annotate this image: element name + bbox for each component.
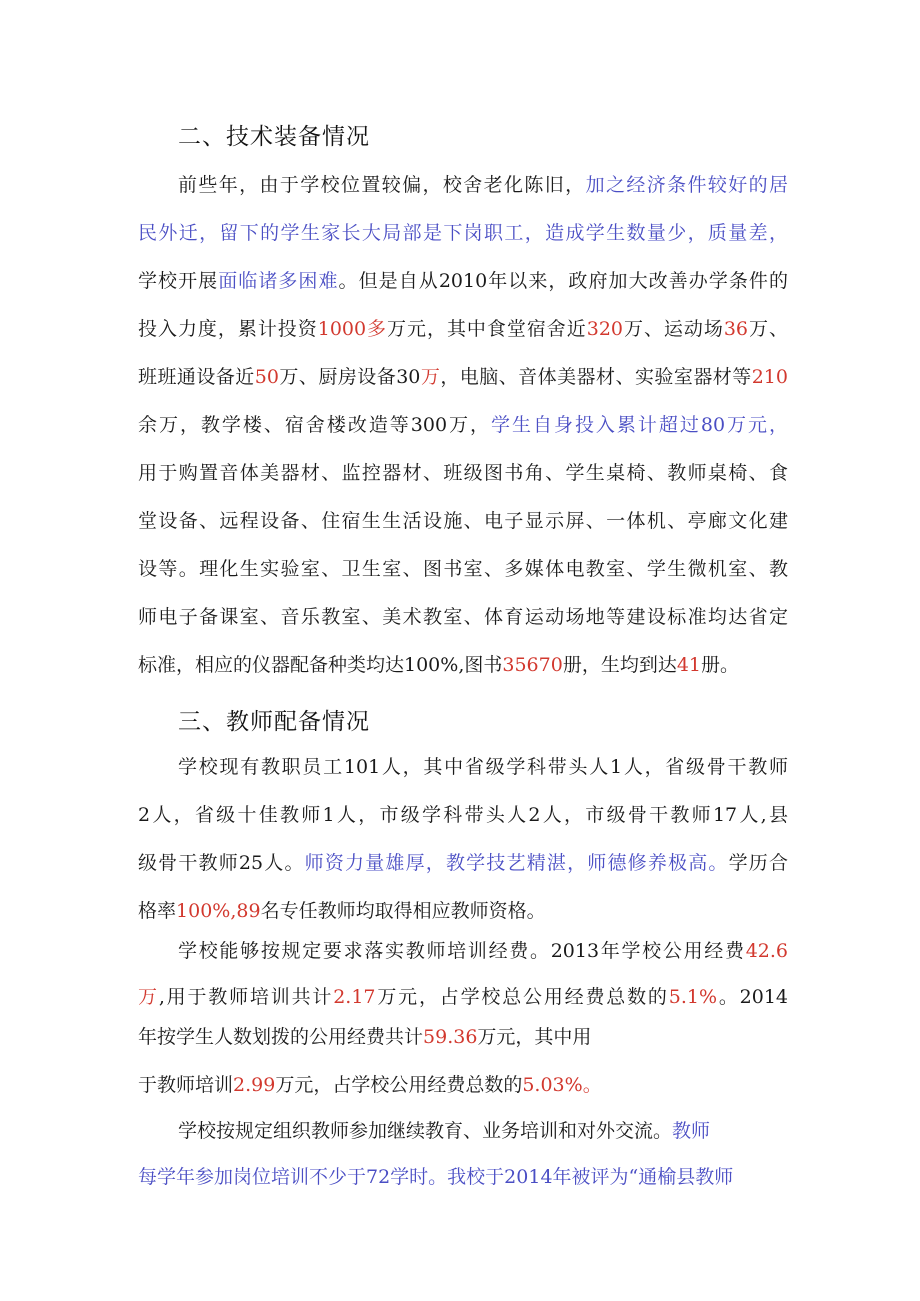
highlight-red-number: 41 <box>676 654 702 676</box>
highlight-red-number: 36 <box>723 318 749 340</box>
text-run: 册，生均到达 <box>562 654 677 676</box>
text-run: 标准，相应的仪器配备种类均达100%,图书 <box>138 654 503 676</box>
highlight-blue-text: 面临诸多困难 <box>218 270 339 292</box>
paragraph-line <box>178 752 788 779</box>
paragraph-line <box>178 170 788 197</box>
paragraph-line <box>178 1116 788 1143</box>
text-run: 万元，其中食堂宿舍近 <box>387 318 587 340</box>
highlight-red-number: 50 <box>254 366 279 388</box>
text-run: 设等。理化生实验室、卫生室、图书室、多媒体电教室、学生微机室、教 <box>138 558 788 580</box>
highlight-red-number: 2.99 <box>233 1074 276 1096</box>
text-run: 万元，其中用 <box>477 1026 592 1048</box>
paragraph-line <box>138 314 788 341</box>
highlight-blue-text: 每学年参加岗位培训不少于72学时。我校于2014年被评为“通榆县教师 <box>138 1166 734 1188</box>
paragraph-line <box>138 266 788 293</box>
paragraph-line <box>138 800 788 827</box>
text-run: 于教师培训 <box>138 1074 234 1096</box>
paragraph-line <box>138 554 788 581</box>
paragraph-line <box>138 410 788 437</box>
text-run: 格率 <box>138 900 177 922</box>
text-run: 师电子备课室、音乐教室、美术教室、体育运动场地等建设标准均达省定 <box>138 606 788 628</box>
highlight-red-number: 5.03%。 <box>522 1074 602 1096</box>
text-run: 学校能够按规定要求落实教师培训经费。2013年学校公用经费 <box>178 940 746 962</box>
text-run: 前些年，由于学校位置较偏，校舍老化陈旧， <box>178 174 586 196</box>
text-run: 堂设备、远程设备、住宿生生活设施、电子显示屏、一体机、亭廊文化建 <box>138 510 788 532</box>
highlight-red-number: 210 <box>751 366 788 388</box>
text-run: 级骨干教师25人。 <box>138 852 305 874</box>
section-heading-equipment: 二、技术装备情况 <box>178 124 370 150</box>
text-run: 投入力度，累计投资 <box>138 318 318 340</box>
text-run: 学历合 <box>728 852 788 874</box>
text-run: 万、运动场 <box>623 318 724 340</box>
paragraph-line <box>138 1022 788 1049</box>
text-run: 学校按规定组织教师参加继续教育、业务培训和对外交流。 <box>178 1120 673 1142</box>
text-run: 万、厨房设备30 <box>278 366 421 388</box>
paragraph-line <box>138 602 788 629</box>
text-run: 2人，省级十佳教师1人，市级学科带头人2人，市级骨干教师17人,县 <box>138 804 788 826</box>
section-heading-teachers: 三、教师配备情况 <box>178 709 370 735</box>
paragraph-line <box>138 982 788 1009</box>
text-run: 用于购置音体美器材、监控器材、班级图书角、学生桌椅、教师桌椅、食 <box>138 462 788 484</box>
paragraph-line <box>138 362 788 389</box>
text-run: ，电脑、音体美器材、实验室器材等 <box>440 366 752 388</box>
text-run: 万、 <box>748 318 788 340</box>
text-run: 。但是自从2010年以来，政府加大改善办学条件的 <box>338 270 788 292</box>
text-run: 万元，占学校公用经费总数的 <box>275 1074 523 1096</box>
highlight-red-number: 万 <box>420 366 441 388</box>
text-run: 。2014 <box>717 986 788 1008</box>
highlight-red-number: 1000多 <box>317 318 388 340</box>
paragraph-line <box>138 896 788 923</box>
paragraph-line <box>138 848 788 875</box>
text-run: 学校开展 <box>138 270 219 292</box>
highlight-red-number: 35670 <box>502 654 563 676</box>
paragraph-line <box>138 1070 788 1097</box>
paragraph-line <box>138 458 788 485</box>
text-run: 余万，教学楼、宿舍楼改造等300万， <box>138 414 492 436</box>
text-run: 班班通设备近 <box>138 366 255 388</box>
highlight-blue-text: 学生自身投入累计超过80万元， <box>491 414 788 436</box>
paragraph-line <box>138 1162 788 1189</box>
text-run: 册。 <box>701 654 740 676</box>
highlight-red-number: 100%,89 <box>176 900 261 922</box>
text-run: 名专任教师均取得相应教师资格。 <box>260 900 546 922</box>
highlight-red-number: 2.17 <box>333 986 376 1008</box>
text-run: 年按学生人数划拨的公用经费共计 <box>138 1026 424 1048</box>
highlight-red-number: 万 <box>138 986 159 1008</box>
text-run: ,用于教师培训共计 <box>158 986 334 1008</box>
text-run: 学校现有教职员工101人，其中省级学科带头人1人，省级骨干教师 <box>178 756 788 778</box>
highlight-red-number: 59.36 <box>423 1026 478 1048</box>
paragraph-line <box>138 506 788 533</box>
text-run: 万元，占学校总公用经费总数的 <box>375 986 669 1008</box>
highlight-red-number: 42.6 <box>745 940 788 962</box>
highlight-red-number: 320 <box>586 318 623 340</box>
highlight-blue-text: 教师 <box>672 1120 711 1142</box>
highlight-blue-text: 民外迁，留下的学生家长大局部是下岗职工，造成学生数量少，质量差， <box>138 222 788 244</box>
highlight-red-number: 5.1% <box>668 986 718 1008</box>
highlight-blue-text: 师资力量雄厚，教学技艺精湛，师德修养极高。 <box>304 852 729 874</box>
paragraph-line <box>178 936 788 963</box>
paragraph-line <box>138 650 788 677</box>
highlight-blue-text: 加之经济条件较好的居 <box>585 174 788 196</box>
paragraph-line <box>138 218 788 245</box>
